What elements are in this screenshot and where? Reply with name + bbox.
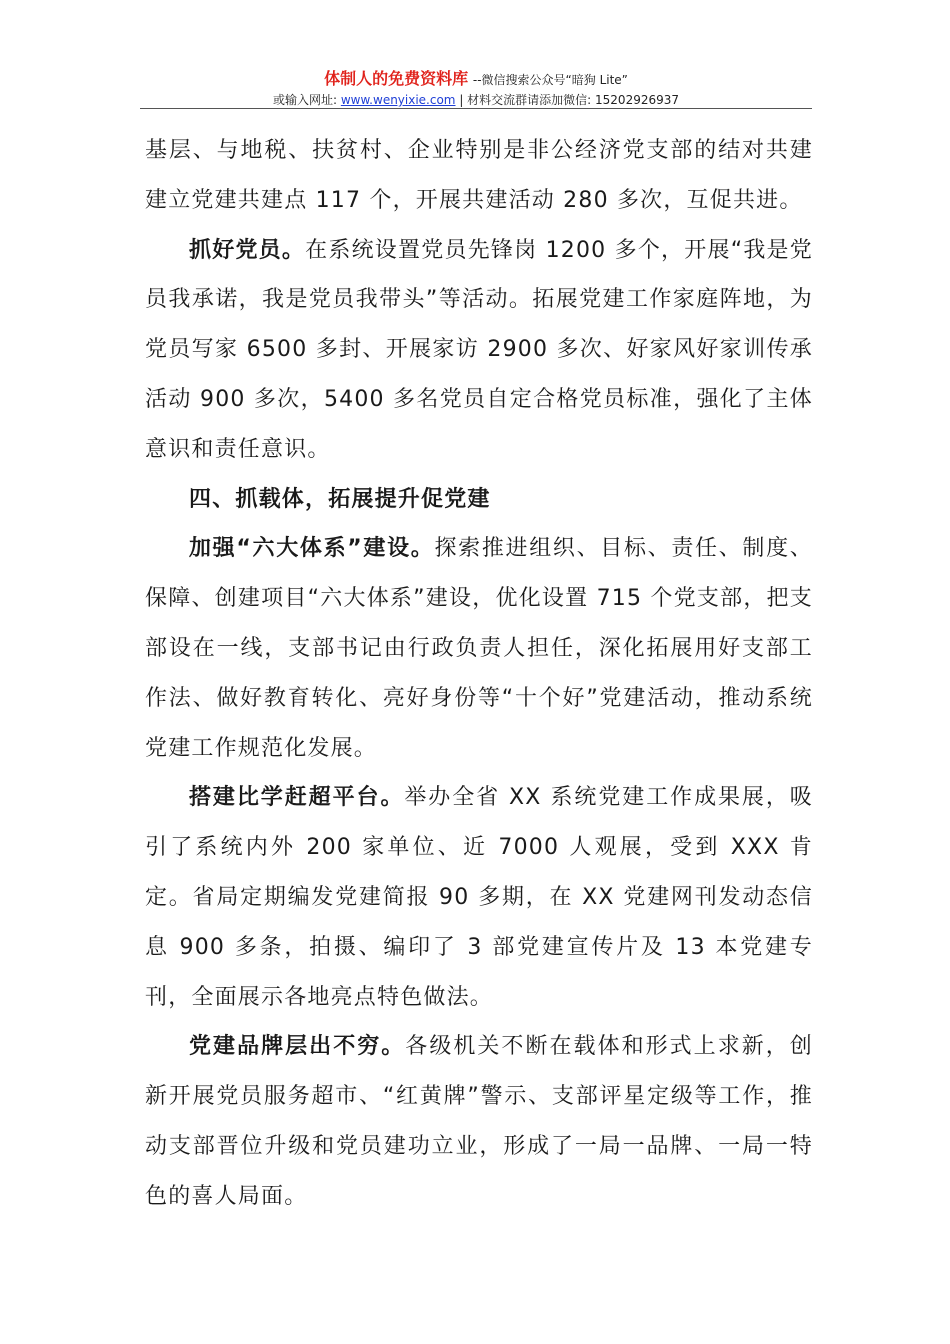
section-heading: 四、抓载体，拓展提升促党建 — [189, 486, 491, 512]
paragraph-2-text: 在系统设置党员先锋岗 1200 多个，开展“我是党员我承诺，我是党员我带头”等活动。拓展党建工作家庭阵地，为党员写家 6500 多封、开展家访 2900 多次、好家风好家训传承活动 900 多次，5400 多名党员自定合格党员标准，强化了主体意识和责任意识。 — [145, 237, 813, 462]
paragraph-5 — [145, 1022, 813, 1221]
header-contact-line — [140, 91, 812, 109]
paragraph-3 — [145, 524, 813, 773]
header-title: 体制人的免费资料库 — [324, 69, 469, 88]
paragraph-5-text: 各级机关不断在载体和形式上求新，创新开展党员服务超市、“红黄牌”警示、支部评星定级等工作，推动支部晋位升级和党员建功立业，形成了一局一品牌、一局一特色的喜人局面。 — [145, 1034, 813, 1209]
document-body — [145, 126, 813, 1222]
paragraph-3-text: 探索推进组织、目标、责任、制度、保障、创建项目“六大体系”建设，优化设置 715 个党支部，把支部设在一线，支部书记由行政负责人担任，深化拓展用好支部工作法、做好教育转化、亮好身份等“十个好”党建活动，推动系统党建工作规范化发展。 — [145, 536, 813, 761]
header-divider — [140, 108, 812, 109]
paragraph-4 — [145, 773, 813, 1022]
paragraph-2 — [145, 226, 813, 475]
paragraph-4-lead: 搭建比学赶超平台。 — [189, 785, 405, 811]
contact-info: | 材料交流群请添加微信: 15202926937 — [455, 93, 680, 107]
header-subtitle: --微信搜索公众号“暗狗 Lite” — [472, 73, 628, 87]
paragraph-1: 基层、与地税、扶贫村、企业特别是非公经济党支部的结对共建建立党建共建点 117 个，开展共建活动 280 多次，互促共进。 — [145, 138, 813, 213]
page-header — [140, 68, 812, 109]
paragraph-5-lead: 党建品牌层出不穷。 — [189, 1034, 406, 1060]
paragraph-3-lead: 加强“六大体系”建设。 — [189, 536, 435, 562]
header-title-line — [140, 68, 812, 91]
website-prefix: 或输入网址: — [272, 93, 341, 107]
website-link[interactable]: www.wenyixie.com — [340, 93, 456, 107]
paragraph-2-lead: 抓好党员。 — [189, 237, 306, 263]
paragraph-4-text: 举办全省 XX 系统党建工作成果展，吸引了系统内外 200 家单位、近 7000 人观展，受到 XXX 肯定。省局定期编发党建简报 90 多期，在 XX 党建网刊发动态信息 900 多条，拍摄、编印了 3 部党建宣传片及 13 本党建专刊，全面展示各地亮点特色做法。 — [145, 785, 813, 1010]
